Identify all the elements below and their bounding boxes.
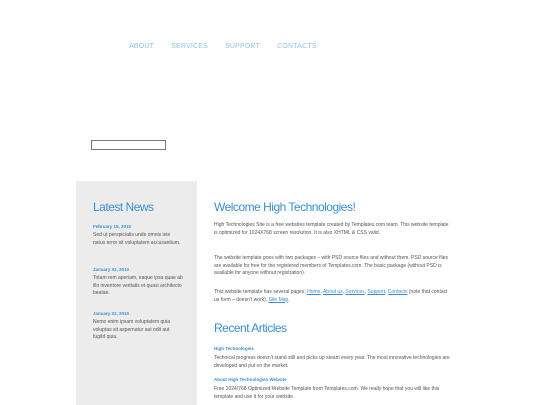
news-item: [93, 311, 183, 342]
main-content: [214, 200, 454, 400]
news-date[interactable]: January 22, 2010: [93, 311, 130, 316]
articles-title: Recent Articles: [214, 321, 287, 335]
news-date[interactable]: February 15, 2010: [93, 224, 132, 229]
intro-paragraph: High Technologies Site is a free websites template created by Templates.com team. This website template is optimized for 1024X768 screen resolution. It is also XHTML & CSS valid.: [214, 222, 449, 236]
sidebar: [76, 181, 197, 405]
news-text: Sed ut perspiciatis unde omnis iste natus error sit voluptatem accusantium.: [93, 232, 181, 246]
nav-contacts[interactable]: CONTACTS: [277, 43, 317, 50]
news-date[interactable]: January 31, 2010: [93, 267, 130, 272]
news-text: Totam rem aperiam, eaque ipsa quae ab illo inventore veritatis et quasi architecto beatae.: [93, 275, 183, 296]
article-text: Technical progress doesn't stand still and picks up steam every year. The most innovative technologies are developed and put on the market.: [214, 355, 450, 369]
main-nav: [129, 43, 334, 50]
news-item: [93, 224, 183, 247]
pages-paragraph: This website template has several pages: Home, About us, Services, Support, Contacts (note that contact us form – doesn't work), Site Map.: [214, 289, 448, 303]
link-home[interactable]: Home: [307, 289, 321, 295]
packages-paragraph: The website template goes with two packages – with PSD source files and without them. PSD source files are available for free for the registered members of Templates.com. The basic package (without PSD is available for anyone without registration).: [214, 255, 449, 276]
link-support[interactable]: Support: [367, 289, 385, 295]
news-item: [93, 267, 183, 298]
nav-support[interactable]: SUPPORT: [225, 43, 261, 50]
nav-about[interactable]: ABOUT: [129, 43, 155, 50]
pages-suffix: (note that contact us form – doesn't work),: [214, 289, 448, 303]
news-text: Nemo enim ipsam voluptatem quia voluptas sit aspernatur aut odit aut fugitd quia.: [93, 319, 170, 340]
article-title[interactable]: About High Technologies Website: [214, 377, 287, 382]
link-services[interactable]: Services: [345, 289, 365, 295]
sidebar-title: Latest News: [93, 200, 154, 214]
article-text: Free 1024/768 Optimized Website Template from Templates.com. We really hope that you will like this template and use it for your website.: [214, 386, 440, 400]
link-contacts[interactable]: Contacts: [387, 289, 408, 295]
search-input[interactable]: [91, 140, 166, 150]
nav-services[interactable]: SERVICES: [171, 43, 208, 50]
link-site-map[interactable]: Site Map: [268, 296, 289, 303]
pages-prefix: This website template has several pages:: [214, 289, 306, 295]
article-title[interactable]: High Technologies: [214, 346, 254, 351]
page-title: Welcome High Technologies!: [214, 200, 356, 214]
link-about-us[interactable]: About us: [322, 289, 343, 295]
